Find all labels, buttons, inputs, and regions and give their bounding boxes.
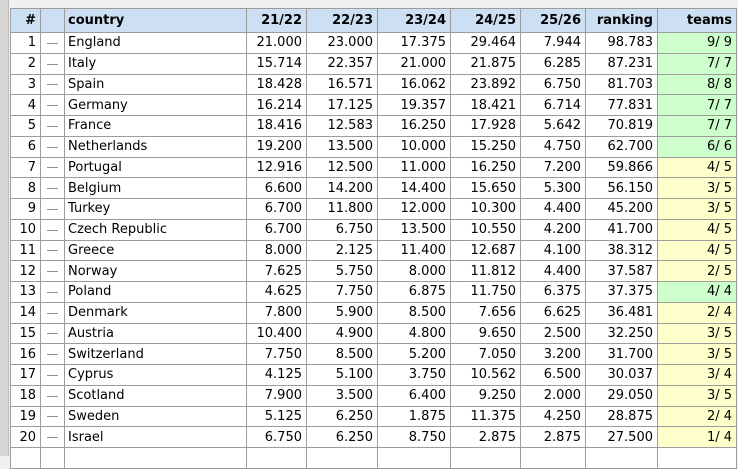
country-cell: Norway [65,261,247,282]
ranking-cell: 81.703 [586,74,658,95]
season-23-24-cell: 3.750 [378,365,451,386]
season-21-22-cell: 7.900 [247,385,307,406]
header-move [41,9,65,33]
table-row [11,323,737,344]
move-indicator: — [41,178,65,199]
header-season-23-24: 23/24 [378,9,451,33]
ranking-cell: 56.150 [586,178,658,199]
move-indicator: — [41,282,65,303]
season-21-22-cell: 7.750 [247,344,307,365]
season-25-26-cell: 6.714 [521,95,586,116]
season-22-23-cell [307,448,378,469]
season-21-22-cell: 6.600 [247,178,307,199]
table-row [11,178,737,199]
country-cell: Czech Republic [65,219,247,240]
country-cell: Switzerland [65,344,247,365]
season-24-25-cell [451,448,521,469]
page-left-margin-strip [0,0,9,456]
country-cell: Belgium [65,178,247,199]
header-season-21-22: 21/22 [247,9,307,33]
season-24-25-cell: 11.375 [451,406,521,427]
season-24-25-cell: 10.562 [451,365,521,386]
season-23-24-cell: 10.000 [378,136,451,157]
season-25-26-cell: 6.750 [521,74,586,95]
rank-cell: 9 [11,199,41,220]
move-indicator: — [41,302,65,323]
move-indicator: — [41,95,65,116]
country-cell: France [65,116,247,137]
move-indicator: — [41,323,65,344]
season-22-23-cell: 6.750 [307,219,378,240]
season-24-25-cell: 29.464 [451,33,521,54]
season-23-24-cell: 4.800 [378,323,451,344]
season-23-24-cell [378,448,451,469]
teams-cell: 3/ 4 [658,365,737,386]
season-22-23-cell: 4.900 [307,323,378,344]
move-indicator: — [41,53,65,74]
move-indicator: — [41,406,65,427]
season-25-26-cell: 4.100 [521,240,586,261]
season-23-24-cell: 16.250 [378,116,451,137]
teams-cell: 4/ 5 [658,240,737,261]
season-24-25-cell: 9.650 [451,323,521,344]
season-24-25-cell: 23.892 [451,74,521,95]
country-cell: Cyprus [65,365,247,386]
table-row [11,116,737,137]
season-23-24-cell: 6.875 [378,282,451,303]
season-24-25-cell: 15.250 [451,136,521,157]
country-cell: England [65,33,247,54]
season-23-24-cell: 17.375 [378,33,451,54]
header-season-22-23: 22/23 [307,9,378,33]
season-23-24-cell: 14.400 [378,178,451,199]
season-24-25-cell: 11.812 [451,261,521,282]
teams-cell: 7/ 7 [658,95,737,116]
season-24-25-cell: 17.928 [451,116,521,137]
ranking-cell: 36.481 [586,302,658,323]
teams-cell: 2/ 5 [658,261,737,282]
season-23-24-cell: 12.000 [378,199,451,220]
ranking-cell: 30.037 [586,365,658,386]
season-23-24-cell: 19.357 [378,95,451,116]
season-21-22-cell [247,448,307,469]
country-cell [65,448,247,469]
season-23-24-cell: 21.000 [378,53,451,74]
season-23-24-cell: 11.000 [378,157,451,178]
season-22-23-cell: 7.750 [307,282,378,303]
season-24-25-cell: 16.250 [451,157,521,178]
season-21-22-cell: 15.714 [247,53,307,74]
rank-cell: 20 [11,427,41,448]
ranking-cell: 70.819 [586,116,658,137]
season-21-22-cell: 10.400 [247,323,307,344]
season-22-23-cell: 5.900 [307,302,378,323]
rank-cell [11,448,41,469]
move-indicator: — [41,136,65,157]
teams-cell: 8/ 8 [658,74,737,95]
season-23-24-cell: 5.200 [378,344,451,365]
rank-cell: 4 [11,95,41,116]
season-21-22-cell: 7.625 [247,261,307,282]
season-25-26-cell: 4.750 [521,136,586,157]
ranking-cell: 29.050 [586,385,658,406]
season-23-24-cell: 6.400 [378,385,451,406]
season-25-26-cell: 5.300 [521,178,586,199]
teams-cell: 4/ 4 [658,282,737,303]
rank-cell: 12 [11,261,41,282]
ranking-cell: 27.500 [586,427,658,448]
coefficient-table-container [10,8,737,469]
country-cell: Scotland [65,385,247,406]
country-cell: Turkey [65,199,247,220]
season-25-26-cell: 4.400 [521,261,586,282]
season-25-26-cell: 4.250 [521,406,586,427]
season-23-24-cell: 16.062 [378,74,451,95]
rank-cell: 6 [11,136,41,157]
ranking-cell: 38.312 [586,240,658,261]
country-cell: Denmark [65,302,247,323]
country-ranking-table [10,8,737,469]
header-season-24-25: 24/25 [451,9,521,33]
season-24-25-cell: 15.650 [451,178,521,199]
table-row [11,385,737,406]
season-22-23-cell: 5.750 [307,261,378,282]
season-21-22-cell: 18.428 [247,74,307,95]
season-25-26-cell: 6.375 [521,282,586,303]
season-24-25-cell: 21.875 [451,53,521,74]
country-cell: Greece [65,240,247,261]
season-21-22-cell: 7.800 [247,302,307,323]
rank-cell: 15 [11,323,41,344]
ranking-cell: 59.866 [586,157,658,178]
move-indicator: — [41,116,65,137]
table-row [11,344,737,365]
season-21-22-cell: 12.916 [247,157,307,178]
ranking-cell: 41.700 [586,219,658,240]
season-22-23-cell: 2.125 [307,240,378,261]
teams-cell: 4/ 5 [658,219,737,240]
season-22-23-cell: 23.000 [307,33,378,54]
teams-cell: 3/ 5 [658,199,737,220]
move-indicator: — [41,427,65,448]
season-22-23-cell: 5.100 [307,365,378,386]
move-indicator: — [41,74,65,95]
season-24-25-cell: 9.250 [451,385,521,406]
season-23-24-cell: 11.400 [378,240,451,261]
rank-cell: 13 [11,282,41,303]
table-row [11,406,737,427]
rank-cell: 2 [11,53,41,74]
rank-cell: 19 [11,406,41,427]
table-row-partial [11,448,737,469]
rank-cell: 8 [11,178,41,199]
table-row [11,136,737,157]
header-country: country [65,9,247,33]
move-indicator: — [41,261,65,282]
season-25-26-cell: 2.875 [521,427,586,448]
season-21-22-cell: 6.700 [247,199,307,220]
season-23-24-cell: 13.500 [378,219,451,240]
season-25-26-cell: 6.285 [521,53,586,74]
teams-cell: 3/ 5 [658,323,737,344]
ranking-cell: 28.875 [586,406,658,427]
ranking-cell: 87.231 [586,53,658,74]
season-22-23-cell: 17.125 [307,95,378,116]
ranking-cell: 32.250 [586,323,658,344]
season-21-22-cell: 19.200 [247,136,307,157]
header-row [11,9,737,33]
season-25-26-cell: 7.944 [521,33,586,54]
move-indicator: — [41,157,65,178]
season-25-26-cell: 2.500 [521,323,586,344]
move-indicator: — [41,344,65,365]
table-row [11,261,737,282]
country-cell: Spain [65,74,247,95]
season-25-26-cell: 4.400 [521,199,586,220]
teams-cell: 7/ 7 [658,53,737,74]
country-cell: Poland [65,282,247,303]
season-21-22-cell: 4.125 [247,365,307,386]
table-row [11,219,737,240]
country-cell: Austria [65,323,247,344]
rank-cell: 17 [11,365,41,386]
season-21-22-cell: 5.125 [247,406,307,427]
season-21-22-cell: 4.625 [247,282,307,303]
season-21-22-cell: 6.750 [247,427,307,448]
ranking-cell: 77.831 [586,95,658,116]
table-row [11,199,737,220]
move-indicator: — [41,33,65,54]
season-25-26-cell: 7.200 [521,157,586,178]
season-22-23-cell: 13.500 [307,136,378,157]
country-cell: Italy [65,53,247,74]
season-21-22-cell: 8.000 [247,240,307,261]
ranking-cell: 31.700 [586,344,658,365]
move-indicator: — [41,365,65,386]
table-row [11,33,737,54]
country-cell: Sweden [65,406,247,427]
header-rank: # [11,9,41,33]
season-24-25-cell: 11.750 [451,282,521,303]
rank-cell: 5 [11,116,41,137]
teams-cell: 1/ 4 [658,427,737,448]
season-24-25-cell: 10.550 [451,219,521,240]
table-row [11,157,737,178]
country-cell: Germany [65,95,247,116]
teams-cell: 4/ 5 [658,157,737,178]
ranking-cell: 37.375 [586,282,658,303]
teams-cell: 6/ 6 [658,136,737,157]
teams-cell: 7/ 7 [658,116,737,137]
table-row [11,282,737,303]
move-indicator: — [41,219,65,240]
table-header [11,9,737,33]
teams-cell: 3/ 5 [658,344,737,365]
rank-cell: 10 [11,219,41,240]
rank-cell: 18 [11,385,41,406]
rank-cell: 14 [11,302,41,323]
season-21-22-cell: 21.000 [247,33,307,54]
table-row [11,95,737,116]
season-25-26-cell: 4.200 [521,219,586,240]
season-21-22-cell: 16.214 [247,95,307,116]
ranking-cell: 98.783 [586,33,658,54]
table-row [11,365,737,386]
season-22-23-cell: 12.583 [307,116,378,137]
country-cell: Portugal [65,157,247,178]
season-23-24-cell: 8.000 [378,261,451,282]
header-season-25-26: 25/26 [521,9,586,33]
teams-cell [658,448,737,469]
season-21-22-cell: 18.416 [247,116,307,137]
move-indicator [41,448,65,469]
rank-cell: 16 [11,344,41,365]
ranking-cell: 62.700 [586,136,658,157]
season-22-23-cell: 6.250 [307,406,378,427]
ranking-cell [586,448,658,469]
season-23-24-cell: 1.875 [378,406,451,427]
rank-cell: 1 [11,33,41,54]
rank-cell: 3 [11,74,41,95]
season-22-23-cell: 6.250 [307,427,378,448]
table-body [11,33,737,469]
season-22-23-cell: 11.800 [307,199,378,220]
table-row [11,427,737,448]
teams-cell: 9/ 9 [658,33,737,54]
teams-cell: 3/ 5 [658,385,737,406]
move-indicator: — [41,199,65,220]
table-row [11,240,737,261]
season-22-23-cell: 16.571 [307,74,378,95]
header-teams: teams [658,9,737,33]
season-25-26-cell: 5.642 [521,116,586,137]
season-24-25-cell: 7.050 [451,344,521,365]
table-row [11,302,737,323]
move-indicator: — [41,385,65,406]
teams-cell: 2/ 4 [658,406,737,427]
teams-cell: 3/ 5 [658,178,737,199]
season-24-25-cell: 10.300 [451,199,521,220]
table-row [11,53,737,74]
table-row [11,74,737,95]
season-22-23-cell: 8.500 [307,344,378,365]
season-24-25-cell: 7.656 [451,302,521,323]
rank-cell: 7 [11,157,41,178]
season-22-23-cell: 22.357 [307,53,378,74]
season-24-25-cell: 2.875 [451,427,521,448]
season-25-26-cell: 6.500 [521,365,586,386]
country-cell: Israel [65,427,247,448]
season-22-23-cell: 14.200 [307,178,378,199]
season-22-23-cell: 3.500 [307,385,378,406]
season-22-23-cell: 12.500 [307,157,378,178]
country-cell: Netherlands [65,136,247,157]
season-25-26-cell: 3.200 [521,344,586,365]
ranking-cell: 37.587 [586,261,658,282]
season-25-26-cell: 2.000 [521,385,586,406]
season-21-22-cell: 6.700 [247,219,307,240]
move-indicator: — [41,240,65,261]
season-25-26-cell [521,448,586,469]
ranking-cell: 45.200 [586,199,658,220]
season-25-26-cell: 6.625 [521,302,586,323]
season-23-24-cell: 8.500 [378,302,451,323]
season-24-25-cell: 12.687 [451,240,521,261]
rank-cell: 11 [11,240,41,261]
teams-cell: 2/ 4 [658,302,737,323]
header-ranking: ranking [586,9,658,33]
season-23-24-cell: 8.750 [378,427,451,448]
season-24-25-cell: 18.421 [451,95,521,116]
